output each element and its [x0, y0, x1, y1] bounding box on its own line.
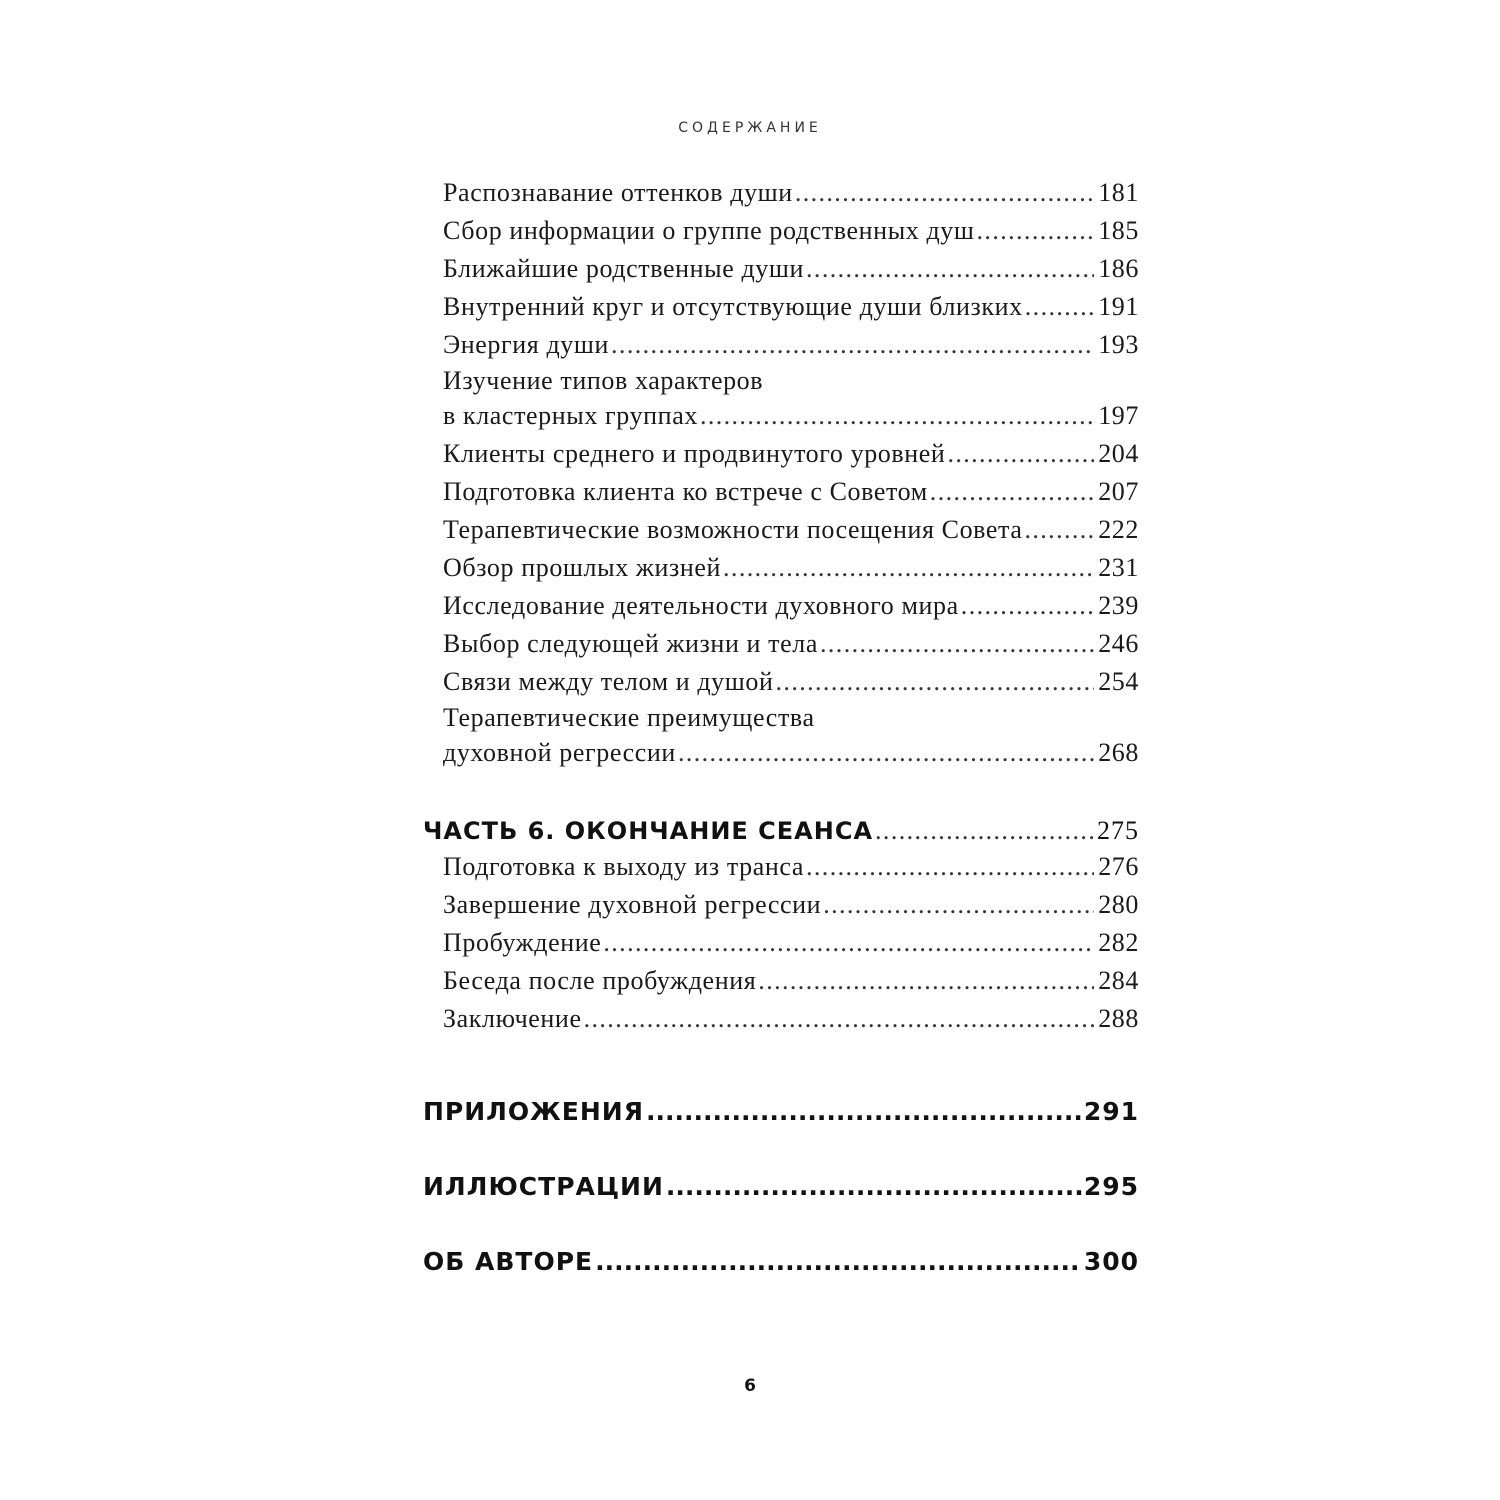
- part-title: ЧАСТЬ 6. ОКОНЧАНИЕ СЕАНСА: [423, 817, 874, 845]
- dot-leader: [776, 663, 1095, 701]
- toc-entry-page: 191: [1098, 292, 1139, 321]
- toc-entry[interactable]: [423, 625, 1139, 663]
- toc-entry-title-line2: духовной регрессии: [443, 738, 676, 767]
- toc-entry-title: Энергия души: [443, 330, 610, 359]
- dot-leader: [1025, 288, 1094, 326]
- toc-entry-page: 222: [1098, 515, 1139, 544]
- dot-leader: [646, 1094, 1082, 1130]
- toc-entry[interactable]: [423, 250, 1139, 288]
- page-number: 6: [744, 1376, 756, 1396]
- illustrations-title: ИЛЛЮСТРАЦИИ: [423, 1172, 664, 1201]
- toc-entry-title: Сбор информации о группе родственных душ: [443, 216, 975, 245]
- toc-entry[interactable]: [423, 288, 1139, 326]
- dot-leader: [723, 549, 1094, 587]
- toc-entry-page: 231: [1098, 553, 1139, 582]
- toc-entry-two-line[interactable]: [423, 701, 1139, 772]
- about-page: 300: [1083, 1247, 1139, 1276]
- toc-about-author[interactable]: [423, 1244, 1139, 1280]
- toc-entry-page: 276: [1098, 852, 1139, 881]
- toc-entry[interactable]: [423, 848, 1139, 886]
- toc-entry-title-line1: Изучение типов характеров: [443, 366, 764, 395]
- dot-leader: [595, 1244, 1082, 1280]
- dot-leader: [584, 1000, 1095, 1038]
- toc-entry-two-line[interactable]: [423, 364, 1139, 435]
- toc-entry-title: Распознавание оттенков души: [443, 178, 793, 207]
- toc-entry-page: 207: [1098, 477, 1139, 506]
- dot-leader: [611, 326, 1094, 364]
- dot-leader: [977, 212, 1095, 250]
- appendices-page: 291: [1083, 1097, 1139, 1126]
- toc-entry-title: Ближайшие родственные души: [443, 254, 805, 283]
- running-head: СОДЕРЖАНИЕ: [678, 120, 822, 136]
- toc-entry[interactable]: [423, 473, 1139, 511]
- toc-entry[interactable]: [423, 212, 1139, 250]
- toc-entry[interactable]: [423, 174, 1139, 212]
- toc-entry-page: 246: [1098, 629, 1139, 658]
- toc-entry-page: 288: [1098, 1004, 1139, 1033]
- toc-entry-line2: [443, 397, 1139, 435]
- dot-leader: [795, 174, 1094, 212]
- dot-leader: [875, 814, 1093, 848]
- toc-entry-page: 239: [1098, 591, 1139, 620]
- toc-entry-title-line1: Терапевтические преимущества: [443, 703, 815, 732]
- toc-entry-title: Подготовка клиента ко встрече с Советом: [443, 477, 928, 506]
- toc-appendices[interactable]: [423, 1094, 1139, 1130]
- toc-entry[interactable]: [423, 924, 1139, 962]
- toc-entry-page: 280: [1098, 890, 1139, 919]
- toc-entry-page: 282: [1098, 928, 1139, 957]
- toc-illustrations[interactable]: [423, 1169, 1139, 1205]
- toc-entry[interactable]: [423, 1000, 1139, 1038]
- toc-entry[interactable]: [423, 549, 1139, 587]
- toc-entry-line2: [443, 734, 1139, 772]
- appendices-title: ПРИЛОЖЕНИЯ: [423, 1097, 644, 1126]
- part-page: 275: [1097, 816, 1139, 845]
- dot-leader: [820, 625, 1094, 663]
- dot-leader: [700, 397, 1094, 435]
- toc-entry-title: Подготовка к выходу из транса: [443, 852, 804, 881]
- dot-leader: [823, 886, 1094, 924]
- dot-leader: [758, 962, 1094, 1000]
- toc-entry-page: 185: [1098, 216, 1139, 245]
- toc-entry-title-line2: в кластерных группах: [443, 401, 698, 430]
- dot-leader: [666, 1169, 1082, 1205]
- dot-leader: [961, 587, 1094, 625]
- about-title: ОБ АВТОРЕ: [423, 1247, 594, 1276]
- toc-entry-title: Беседа после пробуждения: [443, 966, 757, 995]
- toc-entry-page: 284: [1098, 966, 1139, 995]
- toc-entry-page: 268: [1098, 738, 1139, 767]
- toc-entry[interactable]: [423, 511, 1139, 549]
- toc-entry-title: Связи между телом и душой: [443, 667, 774, 696]
- toc-entry[interactable]: [423, 663, 1139, 701]
- dot-leader: [930, 473, 1094, 511]
- dot-leader: [806, 250, 1094, 288]
- toc-entry[interactable]: [423, 962, 1139, 1000]
- toc-entry[interactable]: [423, 886, 1139, 924]
- dot-leader: [1024, 511, 1094, 549]
- toc-entry-title: Завершение духовной регрессии: [443, 890, 822, 919]
- toc-entry-title: Пробуждение: [443, 928, 602, 957]
- dot-leader: [806, 848, 1094, 886]
- dot-leader: [947, 435, 1094, 473]
- toc-entry-title: Исследование деятельности духовного мира: [443, 591, 959, 620]
- toc-entry-page: 197: [1098, 401, 1139, 430]
- toc-entry[interactable]: [423, 587, 1139, 625]
- dot-leader: [678, 734, 1094, 772]
- illustrations-page: 295: [1083, 1172, 1139, 1201]
- toc-entry-title: Терапевтические возможности посещения Совета: [443, 515, 1023, 544]
- toc-entry-page: 193: [1098, 330, 1139, 359]
- toc-entry-title: Клиенты среднего и продвинутого уровней: [443, 439, 946, 468]
- table-of-contents: [423, 174, 1139, 1280]
- toc-entry[interactable]: [423, 435, 1139, 473]
- toc-part-heading[interactable]: [423, 814, 1139, 848]
- toc-entry-page: 204: [1098, 439, 1139, 468]
- toc-entry-title: Обзор прошлых жизней: [443, 553, 722, 582]
- toc-entry-title: Выбор следующей жизни и тела: [443, 629, 818, 658]
- toc-entry-title: Заключение: [443, 1004, 582, 1033]
- toc-entry[interactable]: [423, 326, 1139, 364]
- toc-entry-page: 181: [1098, 178, 1139, 207]
- toc-entry-title: Внутренний круг и отсутствующие души близких: [443, 292, 1023, 321]
- toc-entry-page: 254: [1098, 667, 1139, 696]
- toc-entry-page: 186: [1098, 254, 1139, 283]
- dot-leader: [603, 924, 1094, 962]
